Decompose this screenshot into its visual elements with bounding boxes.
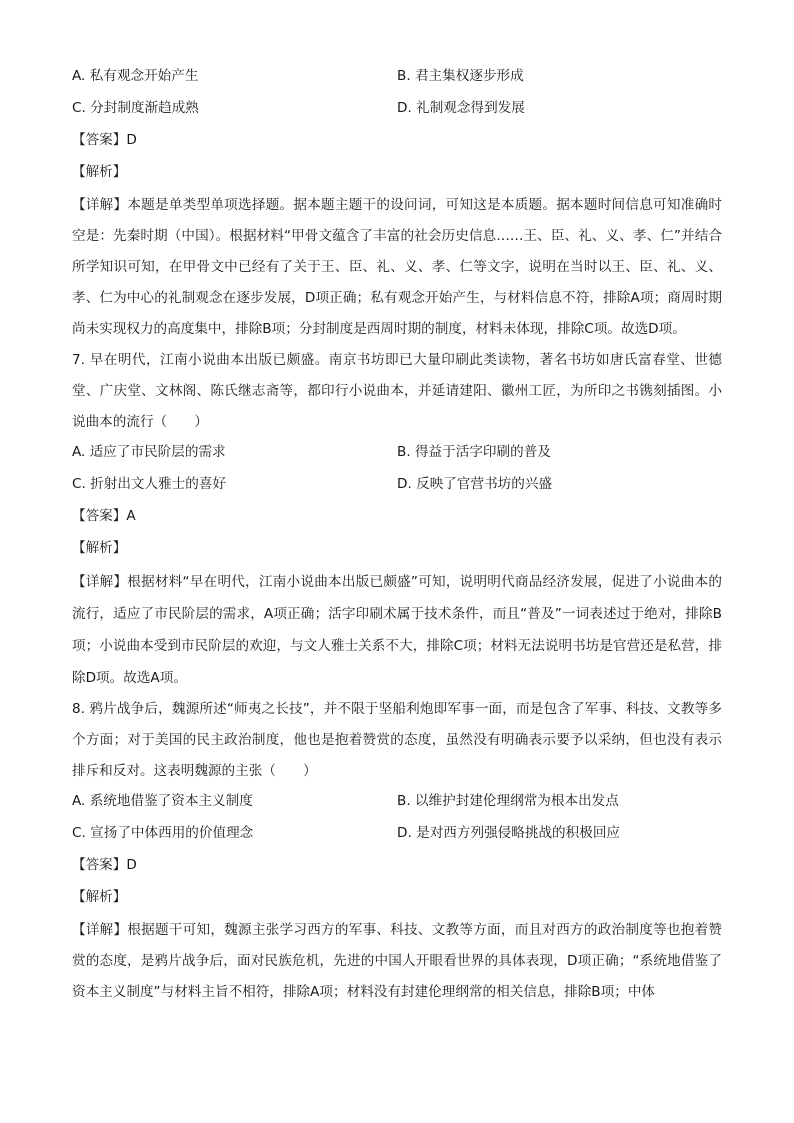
analysis-label: 【解析】	[72, 164, 127, 180]
detail-explanation: 【详解】根据题干可知，魏源主张学习西方的军事、科技、文教等方面，而且对西方的政治制度等也抱着赞赏的态度，是鸦片战争后，面对民族危机，先进的中国人开眼看世界的具体表现，D项正确；“系统地借鉴了资本主义制度”与材料主旨不相符，排除A项；材料没有封建伦理纲常的相关信息，排除B项；中体	[72, 922, 722, 1000]
analysis-label: 【解析】	[72, 540, 127, 556]
option-row	[72, 94, 722, 126]
option-row	[72, 819, 722, 851]
option-b: B. 君主集权逐步形成	[397, 68, 524, 84]
option-row	[72, 62, 722, 94]
analysis-label: 【解析】	[72, 889, 127, 905]
question-6	[72, 62, 722, 345]
option-c: C. 宣扬了中体西用的价值理念	[72, 825, 254, 841]
option-d: D. 是对西方列强侵略挑战的积极回应	[397, 825, 621, 841]
question-7	[72, 345, 722, 694]
answer-label: 【答案】A	[72, 508, 136, 524]
option-a: A. 适应了市民阶层的需求	[72, 444, 226, 460]
answer-label: 【答案】D	[72, 132, 137, 148]
option-row	[72, 470, 722, 502]
option-b: B. 以维护封建伦理纲常为根本出发点	[397, 793, 619, 809]
question-8	[72, 694, 722, 1008]
option-d: D. 礼制观念得到发展	[397, 100, 525, 116]
option-row	[72, 787, 722, 819]
answer-label: 【答案】D	[72, 857, 137, 873]
option-d: D. 反映了官营书坊的兴盛	[397, 476, 553, 492]
option-c: C. 分封制度渐趋成熟	[72, 100, 199, 116]
question-stem: 8. 鸦片战争后，魏源所述“师夷之长技”，并不限于坚船利炮即军事一面，而是包含了军事、科技、文教等多个方面；对于美国的民主政治制度，他也是抱着赞赏的态度，虽然没有明确表示要予以采纳，但也没有表示排斥和反对。这表明魏源的主张（ ）	[72, 701, 722, 779]
option-a: A. 系统地借鉴了资本主义制度	[72, 793, 253, 809]
option-a: A. 私有观念开始产生	[72, 68, 199, 84]
option-c: C. 折射出文人雅士的喜好	[72, 476, 227, 492]
question-stem: 7. 早在明代，江南小说曲本出版已颇盛。南京书坊即已大量印刷此类读物，著名书坊如唐氏富春堂、世德堂、广庆堂、文林阁、陈氏继志斋等，都印行小说曲本，并延请建阳、徽州工匠，为所印之书镌刻插图。小说曲本的流行（ ）	[72, 352, 722, 430]
detail-explanation: 【详解】根据材料“早在明代，江南小说曲本出版已颇盛”可知，说明明代商品经济发展，促进了小说曲本的流行，适应了市民阶层的需求，A项正确；活字印刷术属于技术条件，而且“普及”一词表述过于绝对，排除B项；小说曲本受到市民阶层的欢迎，与文人雅士关系不大，排除C项；材料无法说明书坊是官营还是私营，排除D项。故选A项。	[72, 574, 722, 686]
detail-explanation: 【详解】本题是单类型单项选择题。据本题主题干的设问词，可知这是本质题。据本题时间信息可知准确时空是：先秦时期（中国）。根据材料“甲骨文蕴含了丰富的社会历史信息……王、臣、礼、义、孝、仁”并结合所学知识可知，在甲骨文中已经有了关于王、臣、礼、义、孝、仁等文字，说明在当时以王、臣、礼、义、孝、仁为中心的礼制观念在逐步发展，D项正确；私有观念开始产生，与材料信息不符，排除A项；商周时期尚未实现权力的高度集中，排除B项；分封制度是西周时期的制度，材料未体现，排除C项。故选D项。	[72, 197, 722, 337]
option-row	[72, 438, 722, 470]
document-page	[72, 62, 722, 1008]
option-b: B. 得益于活字印刷的普及	[397, 444, 551, 460]
